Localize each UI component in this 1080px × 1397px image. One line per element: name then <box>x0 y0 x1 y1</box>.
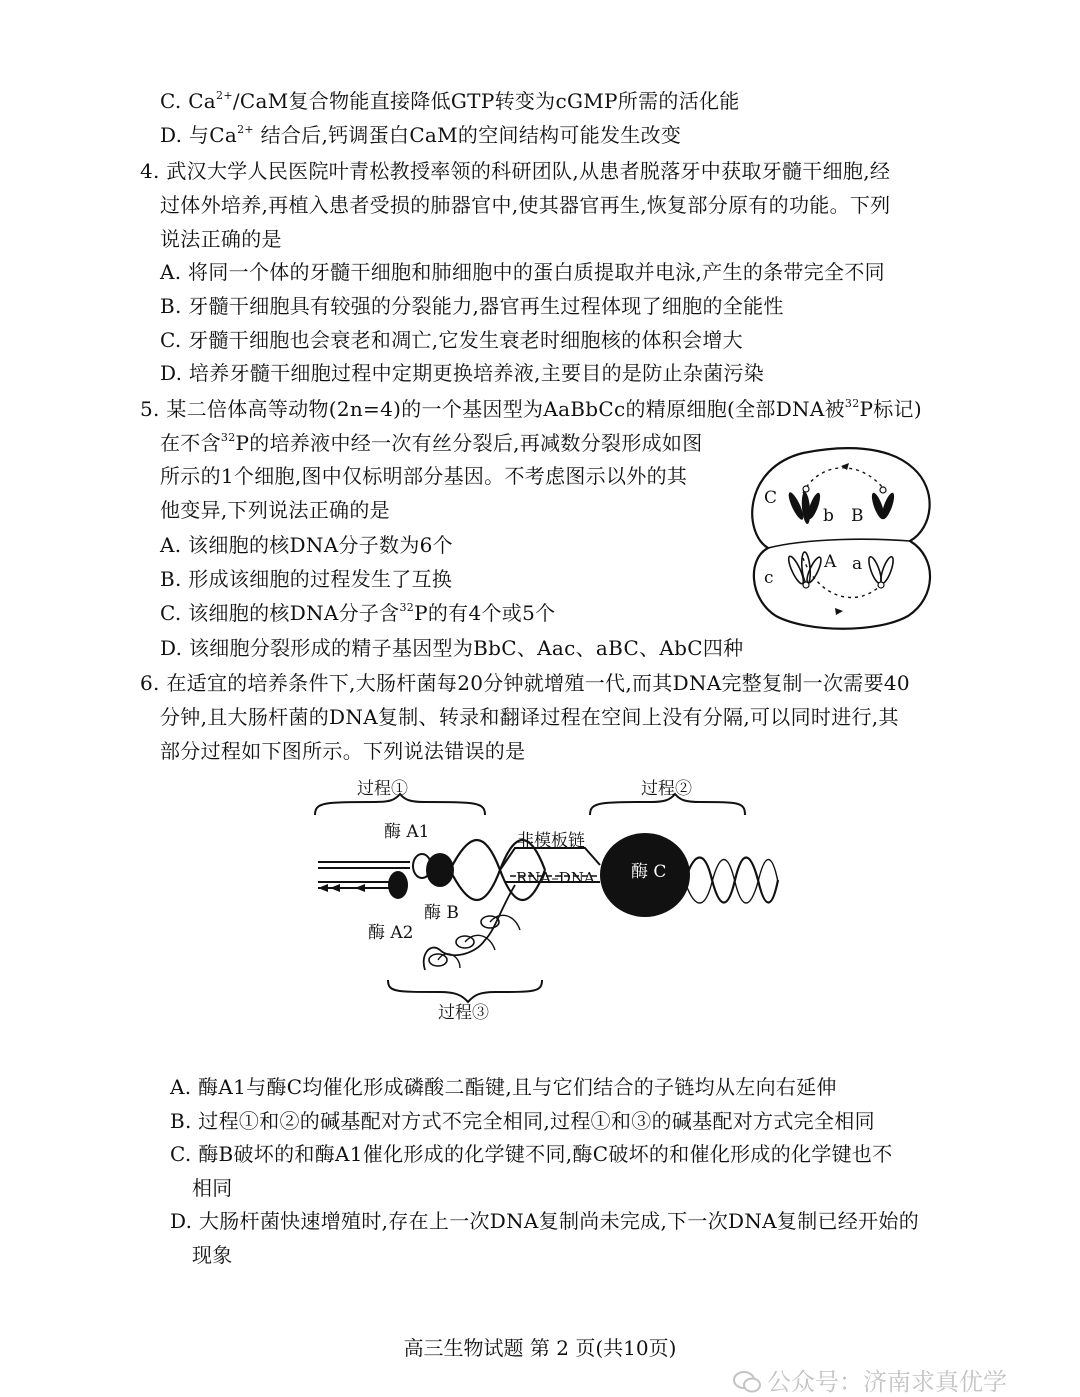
replication-transcription-figure <box>300 770 780 1020</box>
q4-option-d: D. 培养牙髓干细胞过程中定期更换培养液,主要目的是防止杂菌污染 <box>160 361 764 385</box>
q6-option-c-line2: 相同 <box>192 1176 233 1200</box>
q5-stem-line3: 所示的1个细胞,图中仅标明部分基因。不考虑图示以外的其 <box>160 464 688 488</box>
q6-option-a: A. 酶A1与酶C均催化形成磷酸二酯键,且与它们结合的子链均从左向右延伸 <box>170 1075 837 1099</box>
nontemplate-strand-label: 非模板链 <box>517 831 585 851</box>
process-1-label: 过程① <box>357 779 408 799</box>
q5-stem-line1: 5. 某二倍体高等动物(2n=4)的一个基因型为AaBbCc的精原细胞(全部DNA被$^{32}$P标记) <box>140 397 922 421</box>
process-3-label: 过程③ <box>438 1003 489 1023</box>
q6-option-b: B. 过程①和②的碱基配对方式不完全相同,过程①和③的碱基配对方式完全相同 <box>170 1109 875 1133</box>
enzyme-b-label: 酶 B <box>424 903 459 923</box>
q4-option-a: A. 将同一个体的牙髓干细胞和肺细胞中的蛋白质提取并电泳,产生的条带完全不同 <box>160 260 885 284</box>
gene-label-b: b <box>823 506 834 526</box>
q6-stem-line1: 6. 在适宜的培养条件下,大肠杆菌每20分钟就增殖一代,而其DNA完整复制一次需要40 <box>140 671 910 695</box>
q6-option-d-line1: D. 大肠杆菌快速增殖时,存在上一次DNA复制尚未完成,下一次DNA复制已经开始的 <box>170 1209 920 1233</box>
gene-label-C: C <box>764 488 778 508</box>
q6-stem-line2: 分钟,且大肠杆菌的DNA复制、转录和翻译过程在空间上没有分隔,可以同时进行,其 <box>160 705 899 729</box>
q3-option-d: D. 与$Ca^{2+}$ 结合后,钙调蛋白CaM的空间结构可能发生改变 <box>160 123 682 147</box>
gene-label-c: c <box>764 568 774 588</box>
wechat-icon <box>733 1371 761 1393</box>
q4-stem-line2: 过体外培养,再植入患者受损的肺器官中,使其器官再生,恢复部分原有的功能。下列 <box>160 193 891 217</box>
q5-stem-line4: 他变异,下列说法正确的是 <box>160 498 390 522</box>
q6-option-c-line1: C. 酶B破坏的和酶A1催化形成的化学键不同,酶C破坏的和催化形成的化学键也不 <box>170 1142 893 1166</box>
cell-division-figure <box>748 448 934 628</box>
q6-option-d-line2: 现象 <box>192 1243 233 1267</box>
enzyme-a2-label: 酶 A2 <box>368 923 414 943</box>
q3-option-c: C. $Ca^{2+}$/CaM复合物能直接降低GTP转变为cGMP所需的活化能 <box>160 89 740 113</box>
q4-stem-line1: 4. 武汉大学人民医院叶青松教授率领的科研团队,从患者脱落牙中获取牙髓干细胞,经 <box>140 159 891 183</box>
q5-option-a: A. 该细胞的核DNA分子数为6个 <box>160 533 453 557</box>
q4-stem-line3: 说法正确的是 <box>160 227 282 251</box>
q6-stem-line3: 部分过程如下图所示。下列说法错误的是 <box>160 739 526 763</box>
gene-label-B: B <box>851 506 864 526</box>
watermark-text: 公众号：济南求真优学 <box>767 1368 1007 1396</box>
enzyme-a1-label: 酶 A1 <box>384 822 430 842</box>
enzyme-c-label: 酶 C <box>631 862 667 882</box>
process-2-label: 过程② <box>641 779 692 799</box>
q5-option-b: B. 形成该细胞的过程发生了互换 <box>160 567 453 591</box>
gene-label-A: A <box>824 552 837 572</box>
gene-label-a: a <box>852 554 863 574</box>
q5-option-d: D. 该细胞分裂形成的精子基因型为BbC、Aac、aBC、AbC四种 <box>160 636 744 660</box>
page-footer: 高三生物试题 第 2 页(共10页) <box>403 1336 677 1360</box>
watermark <box>733 1362 1007 1397</box>
q4-option-b: B. 牙髓干细胞具有较强的分裂能力,器官再生过程体现了细胞的全能性 <box>160 294 784 318</box>
rna-dna-label: RNA–DNA <box>516 869 595 887</box>
q5-stem-line2: 在不含$^{32}$P的培养液中经一次有丝分裂后,再减数分裂形成如图 <box>160 431 703 455</box>
q5-option-c: C. 该细胞的核DNA分子含$^{32}$P的有4个或5个 <box>160 601 556 625</box>
q4-option-c: C. 牙髓干细胞也会衰老和凋亡,它发生衰老时细胞核的体积会增大 <box>160 328 743 352</box>
